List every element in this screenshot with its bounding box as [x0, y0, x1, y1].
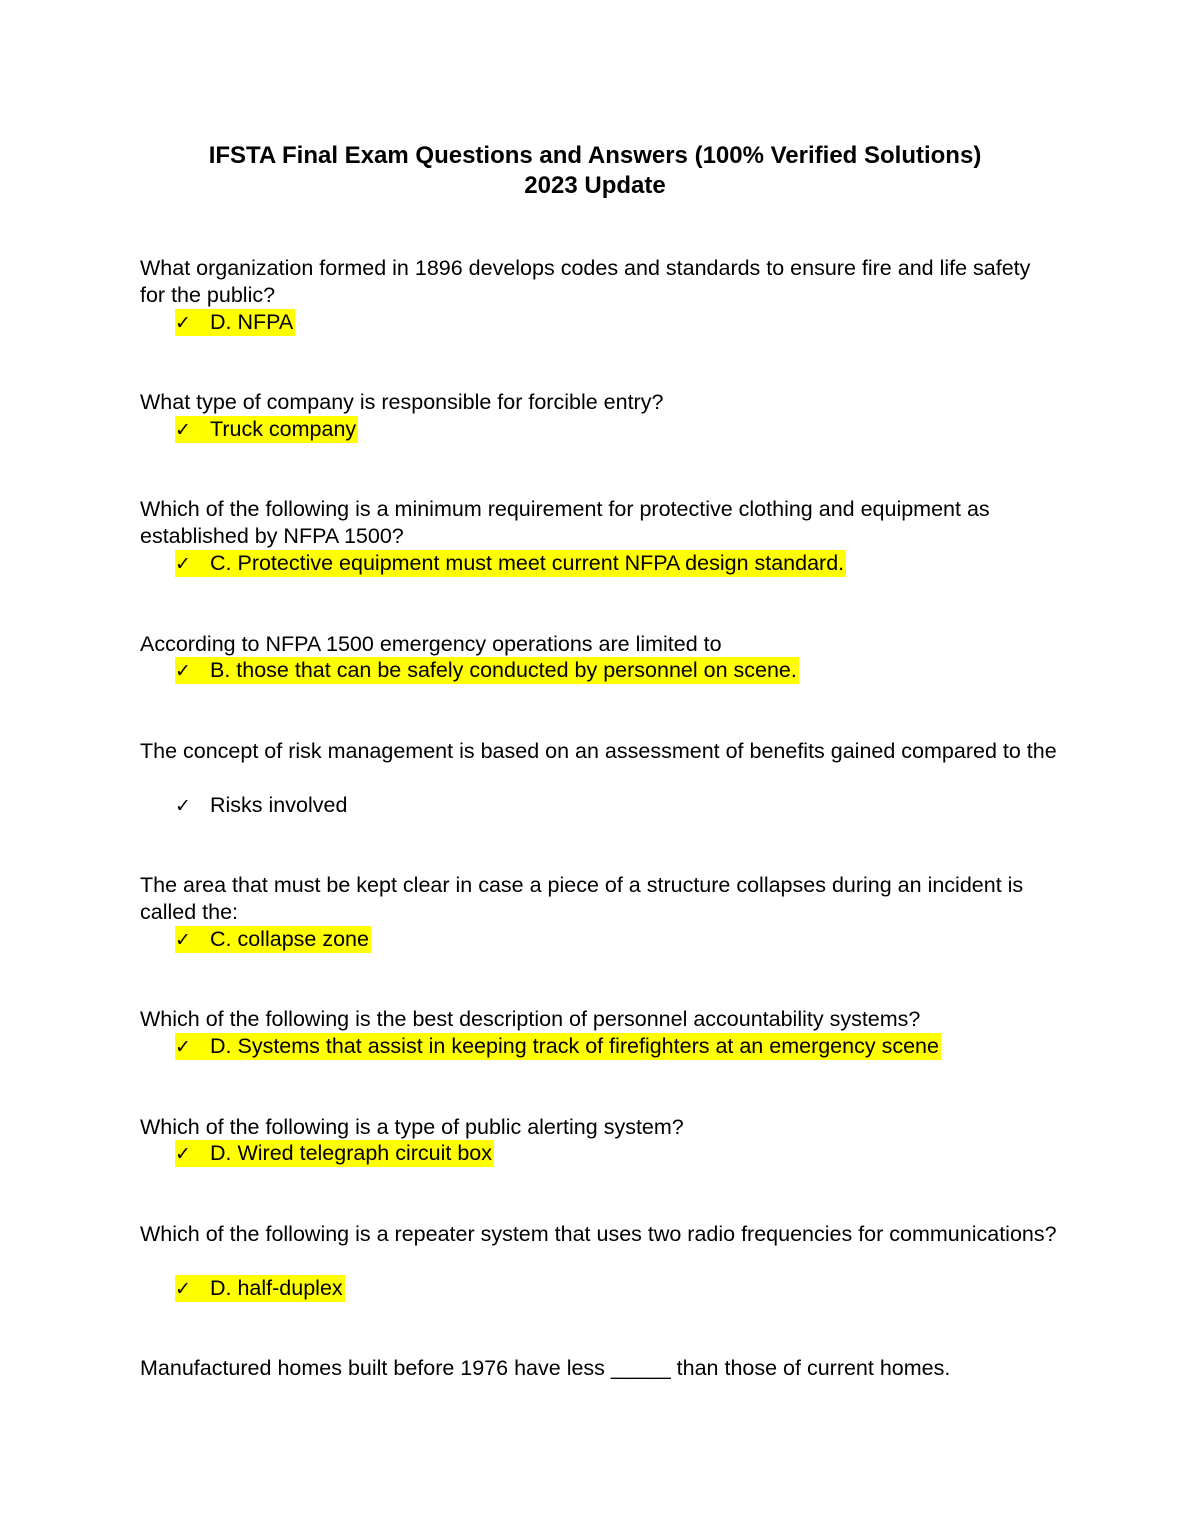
answer-text: D. half-duplex	[210, 1276, 343, 1300]
document-title-line-1: IFSTA Final Exam Questions and Answers (100% Verified Solutions)	[208, 142, 982, 169]
checkmark-icon: ✓	[175, 795, 191, 817]
checkmark-icon: ✓	[175, 553, 191, 575]
answer-item	[175, 416, 358, 443]
answer-text: D. NFPA	[210, 310, 294, 334]
answer-text: Risks involved	[210, 793, 348, 817]
answer-item	[175, 792, 349, 819]
answer-text: B. those that can be safely conducted by personnel on scene.	[210, 658, 797, 682]
answer-item	[175, 1275, 345, 1302]
answer-text: D. Systems that assist in keeping track of firefighters at an emergency scene	[210, 1034, 939, 1058]
question-text: The area that must be kept clear in case a piece of a structure collapses during an incident is called the:	[140, 873, 1024, 924]
question-text: Manufactured homes built before 1976 have less _____ than those of current homes.	[140, 1356, 951, 1380]
answer-text: Truck company	[210, 417, 357, 441]
document-title-line-2: 2023 Update	[524, 172, 666, 199]
answer-text: D. Wired telegraph circuit box	[210, 1141, 492, 1165]
question-text: What type of company is responsible for forcible entry?	[140, 390, 664, 414]
checkmark-icon: ✓	[175, 419, 191, 441]
checkmark-icon: ✓	[175, 1036, 191, 1058]
answer-text: C. collapse zone	[210, 927, 369, 951]
question-text: According to NFPA 1500 emergency operations are limited to	[140, 632, 722, 656]
question-text: Which of the following is the best description of personnel accountability systems?	[140, 1007, 921, 1031]
checkmark-icon: ✓	[175, 1143, 191, 1165]
answer-item	[175, 657, 799, 684]
answer-item	[175, 926, 371, 953]
question-text: Which of the following is a repeater system that uses two radio frequencies for communications?	[140, 1222, 1057, 1246]
checkmark-icon: ✓	[175, 312, 191, 334]
question-text: Which of the following is a type of public alerting system?	[140, 1115, 684, 1139]
answer-item	[175, 309, 295, 336]
checkmark-icon: ✓	[175, 1278, 191, 1300]
question-text: What organization formed in 1896 develops codes and standards to ensure fire and life safety for the public?	[140, 256, 1031, 307]
answer-item	[175, 1140, 494, 1167]
answer-item	[175, 550, 846, 577]
answer-text: C. Protective equipment must meet current NFPA design standard.	[210, 551, 845, 575]
answer-item	[175, 1033, 941, 1060]
checkmark-icon: ✓	[175, 660, 191, 682]
question-text: Which of the following is a minimum requirement for protective clothing and equipment as established by NFPA 1500?	[140, 497, 990, 548]
checkmark-icon: ✓	[175, 929, 191, 951]
question-text: The concept of risk management is based on an assessment of benefits gained compared to the	[140, 739, 1057, 763]
